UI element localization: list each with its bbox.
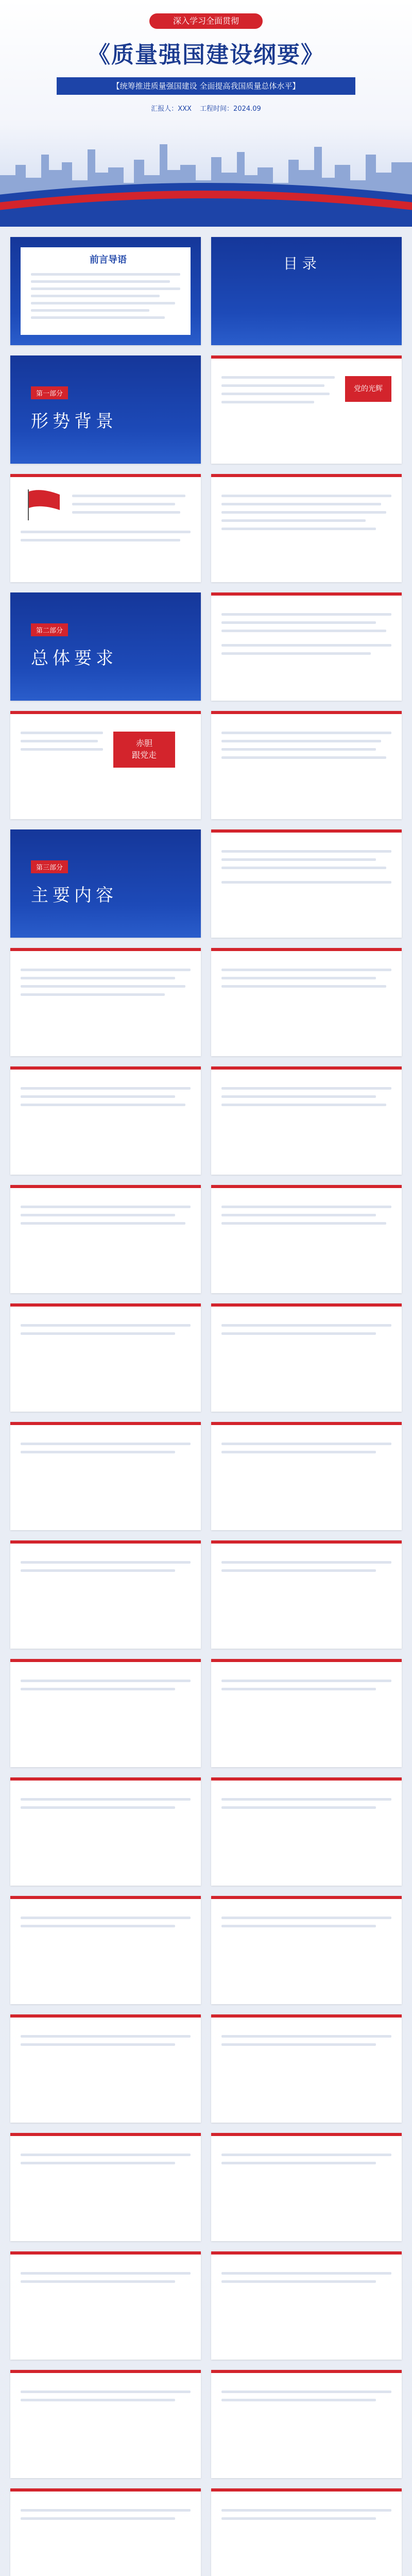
content-slide [10,1659,201,1767]
content-slide [211,592,402,701]
content-slide [211,1777,402,1886]
content-slide [211,2251,402,2360]
content-slide [10,2370,201,2478]
cover-title: 《质量强国建设纲要》 [88,42,324,68]
content-slide [211,2488,402,2576]
content-slide [211,1066,402,1175]
content-slide [10,2488,201,2576]
content-slide [10,2251,201,2360]
content-slide [211,1659,402,1767]
content-slide [10,1896,201,2004]
content-slide [10,948,201,1056]
red-flag-icon [26,489,62,520]
toc-title: 目 录 [283,255,317,272]
content-slide [211,829,402,938]
content-slide [211,2014,402,2123]
intro-slide [10,237,201,345]
cover-slide [0,0,412,227]
content-slide [10,1066,201,1175]
cover-badge: 深入学习全面贯彻 [149,13,263,29]
section-two-title: 总体要求 [31,648,117,669]
content-slide [211,1185,402,1293]
content-slide [211,2133,402,2241]
cover-subtitle: 【统筹推进质量强国建设 全面提高我国质量总体水平】 [57,77,355,95]
content-slide [10,1185,201,1293]
content-slide [10,1303,201,1412]
content-slide [211,948,402,1056]
section-one-slide [10,355,201,464]
red-ribbon-icon [0,175,412,227]
section-two-tag: 第二部分 [31,623,68,636]
content-slide [211,711,402,819]
content-slide [211,1896,402,2004]
content-slide [211,1540,402,1649]
toc-slide [211,237,402,345]
intro-box [21,247,191,335]
content-slide [10,2014,201,2123]
content-slide [10,2133,201,2241]
loyal-party-label: 赤胆 跟党走 [113,732,175,768]
intro-title: 前言导语 [90,255,127,265]
content-slide [211,474,402,582]
section-one-tag: 第一部分 [31,386,68,399]
party-glory-label: 党的光辉 [345,376,391,402]
content-slide [10,474,201,582]
content-slide [211,355,402,464]
cover-reporter: 汇报人：XXX [151,105,192,113]
content-slide [10,1422,201,1530]
content-slide [10,1777,201,1886]
cover-meta [0,103,412,113]
section-two-slide [10,592,201,701]
cover-date: 工程时间：2024.09 [200,105,261,113]
content-slide [10,711,201,819]
content-slide [211,2370,402,2478]
section-three-tag: 第三部分 [31,860,68,873]
content-slide [211,1422,402,1530]
section-one-title: 形势背景 [31,411,117,432]
section-three-slide [10,829,201,938]
content-slide [211,1303,402,1412]
section-three-title: 主要内容 [31,885,117,906]
content-slide [10,1540,201,1649]
